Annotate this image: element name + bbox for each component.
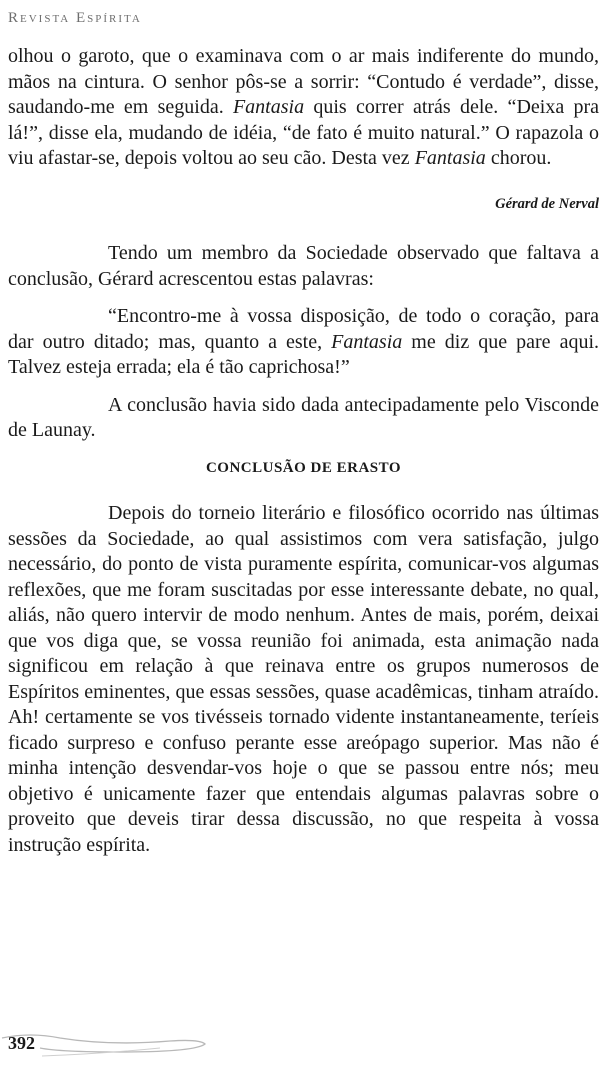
running-header: Revista Espírita xyxy=(8,10,142,26)
section-title: CONCLUSÃO DE ERASTO xyxy=(205,459,402,476)
page-body xyxy=(8,44,599,858)
paragraph-2: Tendo um membro da Sociedade observado que faltava a conclusão, Gérard acrescentou estas palavras: xyxy=(8,242,599,290)
page-number: 392 xyxy=(8,1033,35,1053)
signature: Gérard de Nerval xyxy=(495,195,599,212)
paragraph-3: “Encontro-me à vossa disposição, de todo o coração, para dar outro ditado; mas, quanto a este, Fantasia me diz que pare aqui. Talvez esteja errada; ela é tão caprichosa!” xyxy=(8,305,600,378)
paragraph-5: Depois do torneio literário e filosófico ocorrido nas últimas sessões da Sociedade, ao qual assistimos com vera satisfação, julgo necessário, do ponto de vista puramente espírita, comunicar-vos algumas reflexões, que me foram suscitadas por esse interessante debate, no qual, aliás, não quero intervir de modo nenhum. Antes de mais, porém, deixai que vos diga que, se vossa reunião foi animada, esta animação nada significou em relação à que reinava entre os grupos numerosos de Espíritos eminentes, que essas sessões, quase acadêmicas, tinham atraído. Ah! certamente se vos tivésseis tornado vidente instantaneamente, teríeis ficado surpreso e confuso perante esse areópago superior. Mas não é minha intenção desvendar-vos hoje o que se passou entre nós; meu objetivo é unicamente fazer que entendais algumas palavras sobre o proveito que deveis tirar dessa discussão, no que respeita à vossa instrução espírita. xyxy=(8,502,599,856)
paragraph-1: olhou o garoto, que o examinava com o ar mais indiferente do mundo, mãos na cintura. O senhor pôs-se a sorrir: “Contudo é verdade”, disse, saudando-me em seguida. Fantasia quis correr atrás dele. “Deixa pra lá!”, disse ela, mudando de idéia, “de fato é muito natural.” O rapazola o viu afastar-se, depois voltou ao seu cão. Desta vez Fantasia chorou. xyxy=(8,45,599,169)
paragraph-4: A conclusão havia sido dada antecipadamente pelo Visconde de Launay. xyxy=(8,393,599,441)
